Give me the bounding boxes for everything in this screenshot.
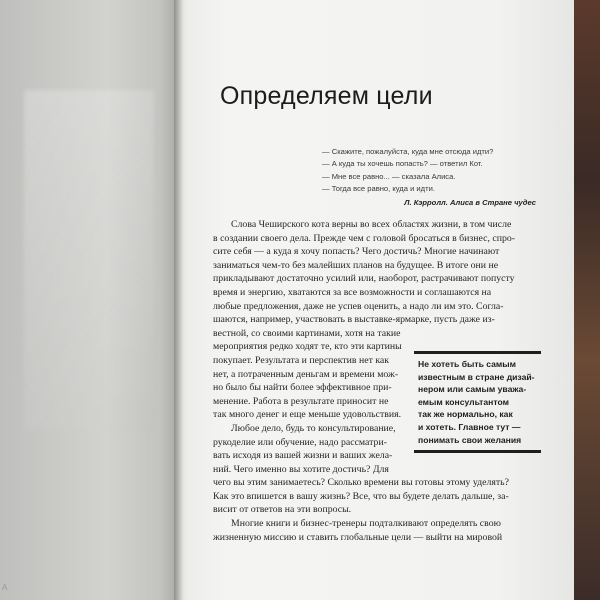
epigraph-line: — А куда ты хочешь попасть? — ответил Кот. [322,159,483,169]
epigraph-source: Л. Кэрролл. Алиса в Стране чудес [404,198,536,208]
body-line: шаются, например, участвовать в выставке-ярмарке, пусть даже из- [213,314,495,326]
body-line: ний. Чего именно вы хотите достичь? Для [213,463,389,475]
pull-quote-line: и хотеть. Главное тут — [418,421,521,432]
body-line: висит от ответов на эти вопросы. [213,504,352,516]
pull-quote-line: понимать свои желания [418,434,522,445]
chapter-title: Определяем цели [220,82,433,110]
body-line: так много денег и еще меньше удовольствия. [213,409,402,421]
body-line: мероприятия редко ходят те, кто эти картины [213,341,402,353]
epigraph [322,146,536,209]
pull-quote-line: так же нормально, как [418,409,513,420]
body-line: но было бы найти более эффективное при- [213,382,392,394]
epigraph-line: — Скажите, пожалуйста, куда мне отсюда идти? [322,147,494,156]
pull-quote [414,351,541,453]
left-page-corner-mark: A [2,583,8,592]
body-line: вать исходя из вашей жизни и ваших жела- [213,450,393,462]
body-line: Слова Чеширского кота верны во всех областях жизни, в том числе [231,219,512,230]
body-line: сите себя — а куда я хочу попасть? Чего достичь? Многие начинают [213,246,500,258]
body-line: прикладывают достаточно усилий или, наоборот, растрачивают попусту [213,273,515,285]
pull-quote-line: нером или самым уважа- [418,384,527,395]
body-line: жизненную миссию и ставить глобальные цели — выйти на мировой [213,531,503,543]
body-line: чего вы этим занимаетесь? Сколько времени вы готовы этому уделять? [213,477,509,489]
pull-quote-line: Не хотеть быть самым [418,359,516,369]
epigraph-line: — Тогда все равно, куда и идти. [322,183,435,193]
body-line: менение. Работа в результате приносит не [213,395,389,407]
left-page-show-through [24,90,154,430]
body-line: Как это впишется в вашу жизнь? Все, что вы будете делать дальше, за- [213,490,509,502]
body-line: Любое дело, будь то консультирование, [231,422,396,434]
body-line: заниматься чем-то без малейших планов на будущее. В итоге они не [213,259,499,271]
epigraph-line: — Мне все равно... — сказала Алиса. [322,171,456,181]
pull-quote-line: известным в стране дизай- [418,371,535,382]
pull-quote-line: емым консультантом [418,396,509,407]
body-line: вестной, со своими картинами, хотя на такие [213,327,401,339]
body-line: покупает. Результата и перспектив нет как [213,354,390,366]
body-line: рукоделие или обучение, надо рассматри- [213,436,387,448]
body-line: нет, а потраченным деньгам и времени мож- [213,368,399,380]
body-line: Многие книги и бизнес-тренеры подталкивают определять свою [231,518,501,530]
left-page [0,0,178,600]
body-line: в создании своего дела. Прежде чем с головой бросаться в бизнес, спро- [213,232,516,244]
body-line: любые предложения, даже не успев оценить, а надо ли им это. Согла- [213,300,504,312]
body-line: время и энергию, хватаются за все возможности и соглашаются на [213,286,492,298]
